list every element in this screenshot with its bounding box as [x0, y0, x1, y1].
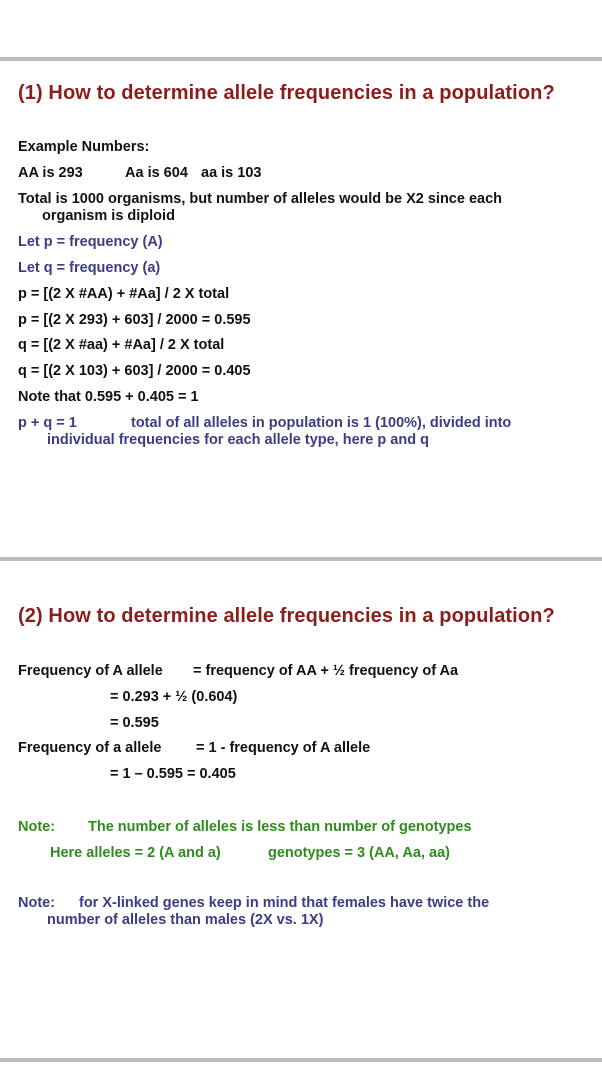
- freq-A-step-1: = 0.293 + ½ (0.604): [110, 689, 238, 705]
- freq-A-expression: = frequency of AA + ½ frequency of Aa: [193, 663, 459, 679]
- note2-text-1: for X-linked genes keep in mind that females have twice the: [79, 895, 490, 911]
- slide1-title: (1) How to determine allele frequencies in a population?: [18, 82, 555, 104]
- top-divider: [0, 57, 602, 61]
- p-calculation: p = [(2 X 293) + 603] / 2000 = 0.595: [18, 312, 251, 328]
- pq-text-1: total of all alleles in population is 1 (100%), divided into: [131, 415, 512, 431]
- p-formula: p = [(2 X #AA) + #Aa] / 2 X total: [18, 286, 230, 302]
- let-q: Let q = frequency (a): [18, 260, 161, 276]
- note2-text-2: number of alleles than males (2X vs. 1X): [47, 912, 324, 928]
- pq-text-2: individual frequencies for each allele type, here p and q: [47, 432, 429, 448]
- note1-label: Note:: [18, 819, 56, 835]
- freq-A-label: Frequency of A allele: [18, 663, 163, 679]
- count-Aa: Aa is 604: [125, 165, 188, 181]
- freq-A-step-2: = 0.595: [110, 715, 159, 731]
- bottom-divider: [0, 1058, 602, 1062]
- count-aa: aa is 103: [201, 165, 262, 181]
- middle-divider: [0, 557, 602, 561]
- count-AA: AA is 293: [18, 165, 83, 181]
- note-sum: Note that 0.595 + 0.405 = 1: [18, 389, 199, 405]
- note1-alleles: Here alleles = 2 (A and a): [50, 845, 221, 861]
- freq-a-step-1: = 1 – 0.595 = 0.405: [110, 766, 236, 782]
- note1-text: The number of alleles is less than number of genotypes: [88, 819, 472, 835]
- freq-a-label: Frequency of a allele: [18, 740, 162, 756]
- q-calculation: q = [(2 X 103) + 603] / 2000 = 0.405: [18, 363, 251, 379]
- note1-genotypes: genotypes = 3 (AA, Aa, aa): [268, 845, 450, 861]
- example-heading: Example Numbers:: [18, 139, 150, 155]
- q-formula: q = [(2 X #aa) + #Aa] / 2 X total: [18, 337, 225, 353]
- total-line-1: Total is 1000 organisms, but number of alleles would be X2 since each: [18, 191, 503, 207]
- note2-label: Note:: [18, 895, 56, 911]
- freq-a-expression: = 1 - frequency of A allele: [196, 740, 371, 756]
- pq-label: p + q = 1: [18, 415, 77, 431]
- let-p: Let p = frequency (A): [18, 234, 163, 250]
- slide2-title: (2) How to determine allele frequencies in a population?: [18, 605, 555, 627]
- total-line-2: organism is diploid: [42, 208, 175, 224]
